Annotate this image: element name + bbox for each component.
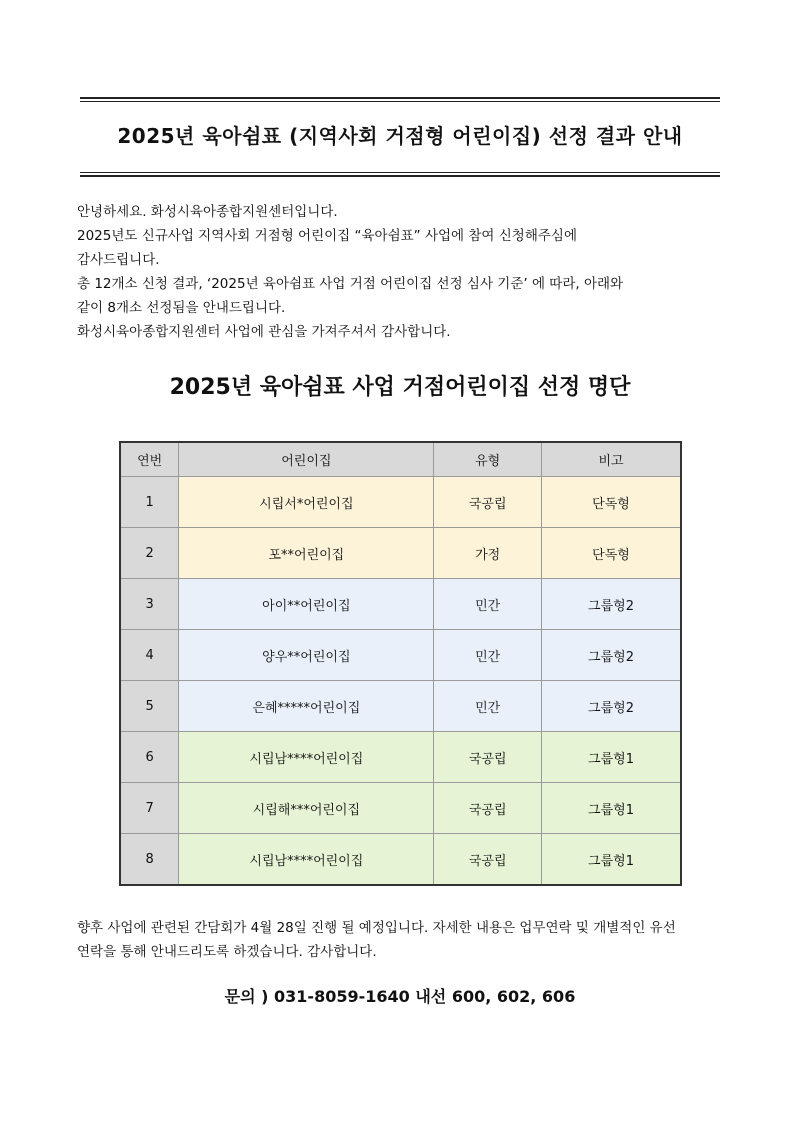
daycare-note: 그룹형2 bbox=[542, 681, 682, 732]
row-number: 1 bbox=[120, 477, 179, 528]
top-rule-outer bbox=[80, 97, 720, 99]
daycare-name: 아이**어린이집 bbox=[179, 579, 434, 630]
column-header-note: 비고 bbox=[542, 442, 682, 477]
table-row bbox=[120, 783, 681, 834]
intro-line: 2025년도 신규사업 지역사회 거점형 어린이집 “육아쉼표” 사업에 참여 신청해주심에 bbox=[77, 228, 577, 244]
column-header-name: 어린이집 bbox=[179, 442, 434, 477]
daycare-type: 국공립 bbox=[434, 732, 542, 783]
daycare-name: 시립해***어린이집 bbox=[179, 783, 434, 834]
daycare-type: 국공립 bbox=[434, 477, 542, 528]
daycare-note: 단독형 bbox=[542, 528, 682, 579]
table-row bbox=[120, 630, 681, 681]
table-row bbox=[120, 477, 681, 528]
daycare-name: 은혜*****어린이집 bbox=[179, 681, 434, 732]
row-number: 6 bbox=[120, 732, 179, 783]
daycare-name: 시립남****어린이집 bbox=[179, 732, 434, 783]
daycare-type: 가정 bbox=[434, 528, 542, 579]
bottom-rule-inner bbox=[80, 172, 720, 173]
row-number: 8 bbox=[120, 834, 179, 886]
daycare-type: 민간 bbox=[434, 681, 542, 732]
column-header-type: 유형 bbox=[434, 442, 542, 477]
intro-line: 안녕하세요. 화성시육아종합지원센터입니다. bbox=[77, 204, 338, 220]
selection-table bbox=[119, 441, 682, 886]
row-number: 4 bbox=[120, 630, 179, 681]
daycare-type: 국공립 bbox=[434, 834, 542, 886]
selection-list-title: 2025년 육아쉼표 사업 거점어린이집 선정 명단 bbox=[169, 375, 631, 400]
table-row bbox=[120, 681, 681, 732]
intro-line: 총 12개소 신청 결과, ‘2025년 육아쉼표 사업 거점 어린이집 선정 심사 기준’ 에 따라, 아래와 bbox=[77, 276, 624, 292]
daycare-note: 그룹형1 bbox=[542, 732, 682, 783]
table-row bbox=[120, 528, 681, 579]
daycare-type: 국공립 bbox=[434, 783, 542, 834]
intro-line: 감사드립니다. bbox=[77, 252, 160, 268]
footer-line: 연락을 통해 안내드리도록 하겠습니다. 감사합니다. bbox=[77, 944, 377, 960]
daycare-name: 포**어린이집 bbox=[179, 528, 434, 579]
daycare-type: 민간 bbox=[434, 630, 542, 681]
intro-paragraph bbox=[77, 200, 722, 344]
row-number: 7 bbox=[120, 783, 179, 834]
daycare-note: 그룹형2 bbox=[542, 630, 682, 681]
document-title: 2025년 육아쉼표 (지역사회 거점형 어린이집) 선정 결과 안내 bbox=[117, 124, 683, 148]
contact-info: 문의 ) 031-8059-1640 내선 600, 602, 606 bbox=[224, 987, 576, 1006]
daycare-type: 민간 bbox=[434, 579, 542, 630]
footer-notice bbox=[77, 916, 725, 964]
row-number: 5 bbox=[120, 681, 179, 732]
top-rule-inner bbox=[80, 101, 720, 102]
daycare-name: 시립남****어린이집 bbox=[179, 834, 434, 886]
daycare-name: 양우**어린이집 bbox=[179, 630, 434, 681]
daycare-name: 시립서*어린이집 bbox=[179, 477, 434, 528]
daycare-note: 그룹형1 bbox=[542, 834, 682, 886]
intro-line: 화성시육아종합지원센터 사업에 관심을 가져주셔서 감사합니다. bbox=[77, 324, 451, 340]
bottom-rule-outer bbox=[80, 175, 720, 177]
column-header-no: 연번 bbox=[120, 442, 179, 477]
table-header-row bbox=[120, 442, 681, 477]
table-row bbox=[120, 834, 681, 886]
daycare-note: 단독형 bbox=[542, 477, 682, 528]
table-row bbox=[120, 579, 681, 630]
row-number: 2 bbox=[120, 528, 179, 579]
footer-line: 향후 사업에 관련된 간담회가 4월 28일 진행 될 예정입니다. 자세한 내용은 업무연락 및 개별적인 유선 bbox=[77, 920, 676, 936]
daycare-note: 그룹형1 bbox=[542, 783, 682, 834]
row-number: 3 bbox=[120, 579, 179, 630]
intro-line: 같이 8개소 선정됨을 안내드립니다. bbox=[77, 300, 286, 316]
table-row bbox=[120, 732, 681, 783]
daycare-note: 그룹형2 bbox=[542, 579, 682, 630]
